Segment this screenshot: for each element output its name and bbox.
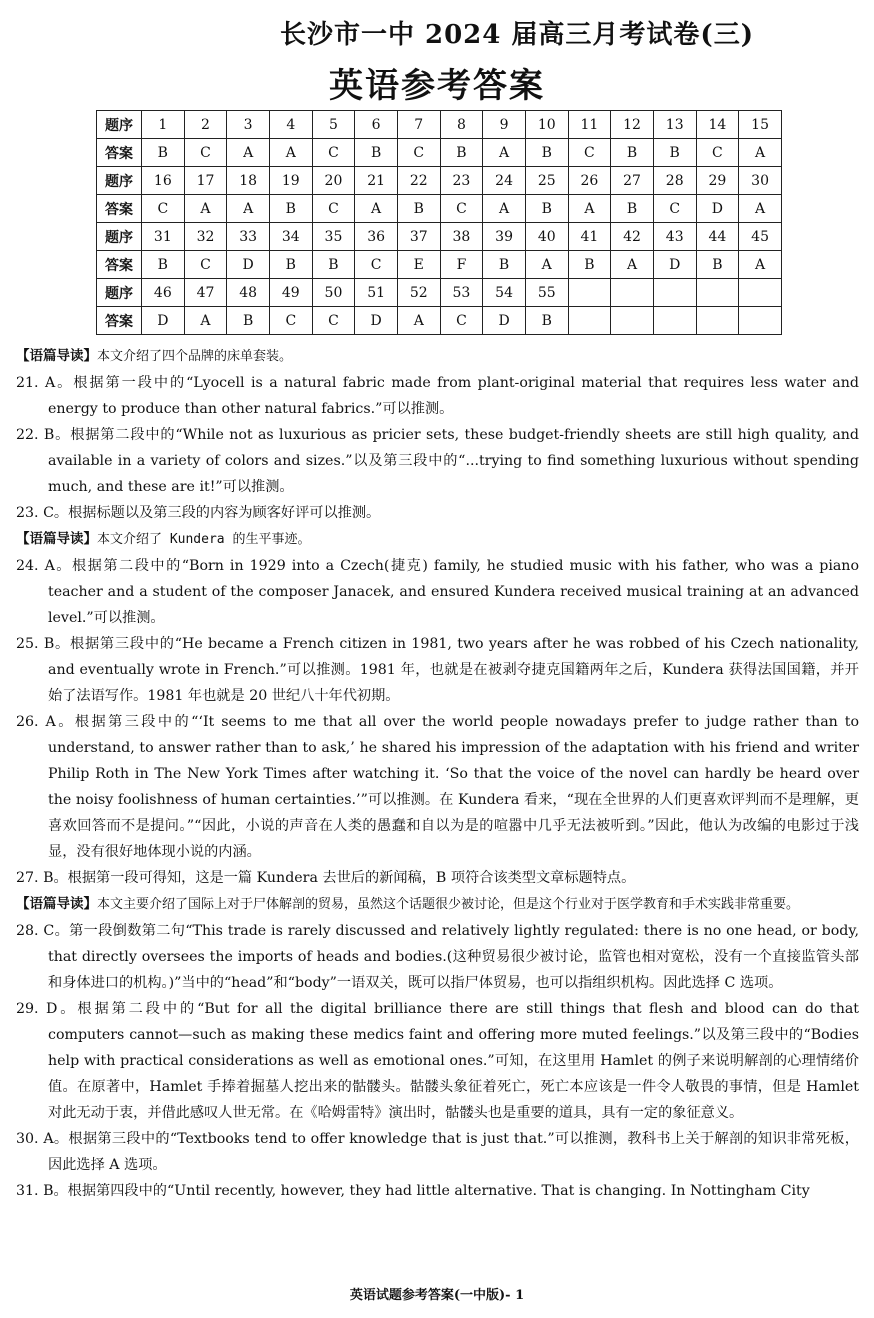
table-row <box>97 195 782 223</box>
table-cell: 4 <box>269 111 312 139</box>
answer-explanation: 25. B。根据第三段中的“He became a French citizen in 1981, two years after he was robbed of his Czech nationality, and eventually wrote in French.”可以推测。1981 年，也就是在被剥夺捷克国籍两年之后，Kundera 获得法国国籍，并开始了法语写作。1981 年也就是 20 世纪八十年代初期。 <box>16 636 859 704</box>
table-cell: 22 <box>397 167 440 195</box>
table-cell: A <box>739 195 782 223</box>
table-cell: D <box>355 307 398 335</box>
table-cell: 18 <box>227 167 270 195</box>
table-cell <box>696 279 739 307</box>
table-cell: 6 <box>355 111 398 139</box>
table-row <box>97 279 782 307</box>
row-label: 答案 <box>97 251 142 279</box>
table-cell: 16 <box>142 167 185 195</box>
table-cell: D <box>483 307 526 335</box>
row-label: 题序 <box>97 223 142 251</box>
table-cell: 21 <box>355 167 398 195</box>
table-cell: C <box>355 251 398 279</box>
table-cell: B <box>525 307 568 335</box>
table-cell: B <box>312 251 355 279</box>
table-cell: D <box>227 251 270 279</box>
table-cell: C <box>142 195 185 223</box>
table-cell: 2 <box>184 111 227 139</box>
table-cell <box>653 279 696 307</box>
table-cell: B <box>611 139 654 167</box>
table-cell: 5 <box>312 111 355 139</box>
answer-explanation: 27. B。根据第一段可得知，这是一篇 Kundera 去世后的新闻稿，B 项符合该类型文章标题特点。 <box>16 870 636 886</box>
answer-table <box>96 110 782 335</box>
exam-title: 长沙市一中 2024 届高三月考试卷(三) <box>279 20 755 50</box>
table-cell: 9 <box>483 111 526 139</box>
table-cell: B <box>355 139 398 167</box>
explanations <box>16 343 859 1204</box>
table-cell: 28 <box>653 167 696 195</box>
table-cell: 30 <box>739 167 782 195</box>
table-cell: 31 <box>142 223 185 251</box>
table-cell <box>739 307 782 335</box>
table-cell: A <box>355 195 398 223</box>
table-cell: B <box>227 307 270 335</box>
table-cell: 13 <box>653 111 696 139</box>
table-cell: 47 <box>184 279 227 307</box>
row-label: 题序 <box>97 167 142 195</box>
table-cell: 11 <box>568 111 611 139</box>
row-label: 答案 <box>97 139 142 167</box>
table-cell: 45 <box>739 223 782 251</box>
table-cell: 35 <box>312 223 355 251</box>
table-cell: 49 <box>269 279 312 307</box>
table-cell <box>611 307 654 335</box>
table-cell: 46 <box>142 279 185 307</box>
table-cell: 40 <box>525 223 568 251</box>
passage-guide <box>16 343 859 370</box>
table-cell: B <box>483 251 526 279</box>
page-footer: 英语试题参考答案(一中版)- 1 <box>349 1288 525 1303</box>
table-cell: 15 <box>739 111 782 139</box>
table-cell: C <box>312 195 355 223</box>
table-row <box>97 251 782 279</box>
table-cell: C <box>184 139 227 167</box>
table-cell: A <box>269 139 312 167</box>
table-cell: F <box>440 251 483 279</box>
answer-explanation: 30. A。根据第三段中的“Textbooks tend to offer knowledge that is just that.”可以推测，教科书上关于解剖的知识非常死板，因此选择 A 选项。 <box>16 1131 859 1173</box>
table-cell: A <box>483 195 526 223</box>
table-cell: 53 <box>440 279 483 307</box>
answer-key-title: 英语参考答案 <box>329 66 545 106</box>
table-cell: 34 <box>269 223 312 251</box>
table-cell: B <box>525 139 568 167</box>
answer-explanation: 24. A。根据第二段中的“Born in 1929 into a Czech(捷克) family, he studied music with his father, who was a piano teacher and a student of the composer Janacek, and ensured Kundera received musical training at an advanced level.”可以推测。 <box>16 558 859 626</box>
table-cell: C <box>397 139 440 167</box>
table-cell: 17 <box>184 167 227 195</box>
table-cell: 27 <box>611 167 654 195</box>
table-cell: E <box>397 251 440 279</box>
table-cell: 37 <box>397 223 440 251</box>
table-cell: A <box>739 251 782 279</box>
table-cell <box>568 279 611 307</box>
answer-explanation: 23. C。根据标题以及第三段的内容为顾客好评可以推测。 <box>16 505 381 521</box>
table-cell: A <box>739 139 782 167</box>
guide-tag: 【语篇导读】 <box>16 896 97 912</box>
table-cell <box>568 307 611 335</box>
answer-explanation: 29. D。根据第二段中的“But for all the digital brilliance there are still things that flesh and blood can do that computers cannot—such as making these medics faint and offering more muted feelings.”以及第三段中的“Bodies help with practical considerations as well as emotional ones.”可知，在这里用 Hamlet 的例子来说明解剖的心理情绪价值。在原著中，Hamlet 手捧着掘墓人挖出来的骷髅头。骷髅头象征着死亡，死亡本应该是一件令人敬畏的事情，但是 Hamlet 对此无动于衷，并借此感叹人世无常。在《哈姆雷特》演出时，骷髅头也是重要的道具，具有一定的象征意义。 <box>16 1001 859 1121</box>
table-cell: 26 <box>568 167 611 195</box>
table-cell: C <box>440 195 483 223</box>
table-cell: D <box>696 195 739 223</box>
table-cell: 12 <box>611 111 654 139</box>
guide-text: 本文介绍了四个品牌的床单套装。 <box>97 349 293 364</box>
table-cell: A <box>184 195 227 223</box>
table-cell: B <box>269 251 312 279</box>
table-cell: 23 <box>440 167 483 195</box>
table-cell: D <box>142 307 185 335</box>
table-cell: A <box>227 195 270 223</box>
answer-explanation: 28. C。第一段倒数第二句“This trade is rarely discussed and relatively lightly regulated: there is no one head, or body, that directly oversees the imports of heads and bodies.(这种贸易很少被讨论，监管也相对宽松，没有一个直接监管头部和身体进口的机构。)”当中的“head”和“body”一语双关，既可以指尸体贸易，也可以指组织机构。因此选择 C 选项。 <box>16 923 859 991</box>
table-cell: A <box>483 139 526 167</box>
table-row <box>97 139 782 167</box>
table-cell: C <box>312 307 355 335</box>
answer-explanation: 21. A。根据第一段中的“Lyocell is a natural fabric made from plant-original material that requires less water and energy to produce than other natural fabrics.”可以推测。 <box>16 375 859 417</box>
table-cell: 36 <box>355 223 398 251</box>
table-cell: 44 <box>696 223 739 251</box>
table-cell <box>739 279 782 307</box>
table-cell: A <box>568 195 611 223</box>
table-cell: C <box>653 195 696 223</box>
table-cell: C <box>312 139 355 167</box>
table-cell: 8 <box>440 111 483 139</box>
answer-explanation: 31. B。根据第四段中的“Until recently, however, they had little alternative. That is changing. In Nottingham City <box>16 1183 810 1199</box>
table-cell: 51 <box>355 279 398 307</box>
table-cell: A <box>525 251 568 279</box>
table-cell: A <box>611 251 654 279</box>
table-cell: 32 <box>184 223 227 251</box>
table-cell: 39 <box>483 223 526 251</box>
table-cell: B <box>142 251 185 279</box>
table-cell: B <box>142 139 185 167</box>
answer-explanation: 22. B。根据第二段中的“While not as luxurious as pricier sets, these budget-friendly sheets are still high quality, and available in a variety of colors and sizes.”以及第三段中的“...trying to find something luxurious without spending much, and these are it!”可以推测。 <box>16 427 859 495</box>
table-cell: C <box>696 139 739 167</box>
table-cell: B <box>696 251 739 279</box>
table-cell <box>611 279 654 307</box>
table-cell: 52 <box>397 279 440 307</box>
table-cell: C <box>568 139 611 167</box>
table-cell: B <box>440 139 483 167</box>
answer-explanation: 26. A。根据第三段中的“‘It seems to me that all over the world people nowadays prefer to judge rather than to understand, to answer rather than to ask,’ he shared his impression of the adaptation with his friend and writer Philip Roth in The New York Times after watching it. ‘So that the voice of the novel can hardly be heard over the noisy foolishness of human certainties.’”可以推测。在 Kundera 看来，“现在全世界的人们更喜欢评判而不是理解，更喜欢回答而不是提问。”“因此，小说的声音在人类的愚蠢和自以为是的喧嚣中几乎无法被听到。”因此，他认为改编的电影过于浅显，没有很好地体现小说的内涵。 <box>16 714 859 860</box>
guide-tag: 【语篇导读】 <box>16 348 97 364</box>
guide-text: 本文主要介绍了国际上对于尸体解剖的贸易，虽然这个话题很少被讨论，但是这个行业对于医学教育和手术实践非常重要。 <box>97 897 800 912</box>
table-cell: 33 <box>227 223 270 251</box>
guide-text: 本文介绍了 Kundera 的生平事迹。 <box>97 532 311 547</box>
table-cell: 38 <box>440 223 483 251</box>
table-cell: D <box>653 251 696 279</box>
row-label: 答案 <box>97 307 142 335</box>
table-cell: 24 <box>483 167 526 195</box>
row-label: 题序 <box>97 111 142 139</box>
table-cell: 1 <box>142 111 185 139</box>
table-cell: 54 <box>483 279 526 307</box>
row-label: 答案 <box>97 195 142 223</box>
table-cell: 50 <box>312 279 355 307</box>
table-cell: 48 <box>227 279 270 307</box>
guide-tag: 【语篇导读】 <box>16 531 97 547</box>
passage-guide <box>16 891 859 918</box>
table-row <box>97 167 782 195</box>
table-row <box>97 307 782 335</box>
table-cell: B <box>269 195 312 223</box>
table-cell: B <box>525 195 568 223</box>
table-cell: B <box>611 195 654 223</box>
row-label: 题序 <box>97 279 142 307</box>
table-cell: B <box>397 195 440 223</box>
table-row <box>97 223 782 251</box>
table-cell: 10 <box>525 111 568 139</box>
table-cell: 41 <box>568 223 611 251</box>
table-cell <box>696 307 739 335</box>
table-cell: 20 <box>312 167 355 195</box>
table-cell: A <box>397 307 440 335</box>
table-cell: B <box>568 251 611 279</box>
table-cell: B <box>653 139 696 167</box>
table-cell: A <box>184 307 227 335</box>
table-cell: 7 <box>397 111 440 139</box>
table-cell <box>653 307 696 335</box>
passage-guide <box>16 526 859 553</box>
table-cell: 43 <box>653 223 696 251</box>
table-cell: 19 <box>269 167 312 195</box>
table-cell: 55 <box>525 279 568 307</box>
table-row <box>97 111 782 139</box>
table-cell: C <box>184 251 227 279</box>
table-cell: A <box>227 139 270 167</box>
table-cell: C <box>269 307 312 335</box>
table-cell: 42 <box>611 223 654 251</box>
table-cell: 3 <box>227 111 270 139</box>
table-cell: 14 <box>696 111 739 139</box>
table-cell: 25 <box>525 167 568 195</box>
table-cell: 29 <box>696 167 739 195</box>
table-cell: C <box>440 307 483 335</box>
